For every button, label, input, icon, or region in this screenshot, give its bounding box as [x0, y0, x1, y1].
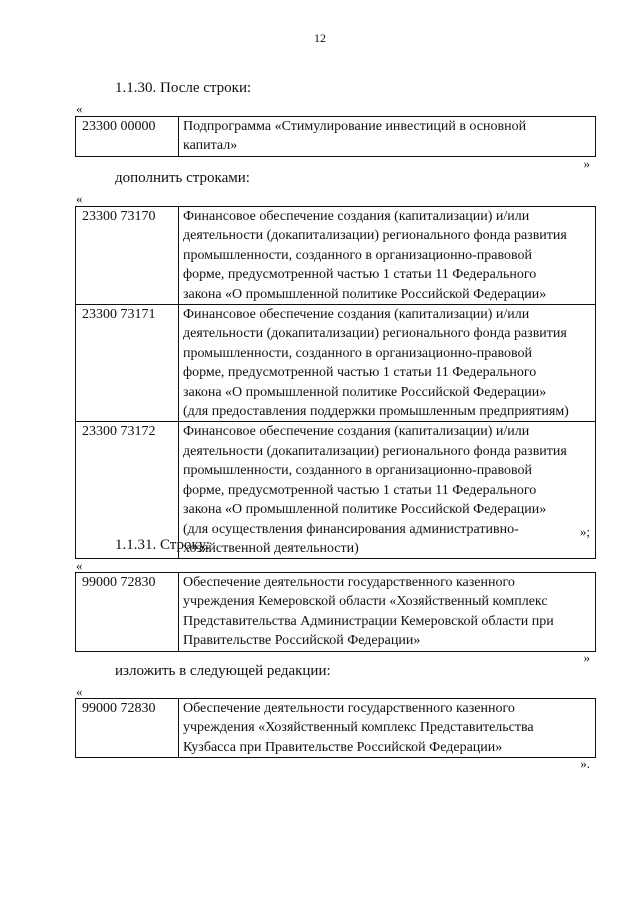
code-table: [75, 206, 596, 559]
description-line: Обеспечение деятельности государственного казенного: [183, 701, 515, 716]
open-quote: «: [76, 101, 83, 116]
row-description: [179, 422, 596, 559]
description-line: промышленности, созданного в организационно-правовой: [183, 345, 532, 361]
table-row: [76, 305, 596, 422]
description-line: форме, предусмотренной частью 1 статьи 11 Федерального: [183, 365, 537, 381]
description-line: промышленности, созданного в организационно-правовой: [183, 247, 532, 263]
row-code: 23300 00000: [76, 117, 179, 157]
table-row: [76, 117, 596, 157]
row-code: 99000 72830: [76, 699, 179, 758]
description-line: хозяйственной деятельности): [183, 540, 359, 556]
description-line: деятельности (докапитализации) регионального фонда развития: [183, 228, 567, 244]
description-line: закона «О промышленной политике Российской Федерации»: [183, 502, 547, 518]
description-line: (для осуществления финансирования административно-: [183, 521, 519, 537]
description-line: Финансовое обеспечение создания (капитализации) и/или: [183, 424, 530, 440]
section-heading: дополнить строками:: [115, 170, 250, 186]
description-line: Обеспечение деятельности государственного казенного: [183, 575, 515, 590]
section-heading: изложить в следующей редакции:: [115, 663, 331, 679]
code-table: [75, 572, 596, 652]
section-heading: 1.1.31. Строку:: [115, 537, 211, 553]
description-line: (для предоставления поддержки промышленным предприятиям): [183, 404, 569, 420]
description-line: Кузбасса при Правительстве Российской Федерации»: [183, 739, 503, 755]
description-line: Финансовое обеспечение создания (капитализации) и/или: [183, 307, 530, 323]
description-line: деятельности (докапитализации) регионального фонда развития: [183, 326, 567, 342]
row-description: [179, 699, 596, 758]
description-line: закона «О промышленной политике Российской Федерации»: [183, 286, 547, 302]
row-code: 23300 73171: [76, 305, 179, 422]
code-table: [75, 698, 596, 758]
code-table: [75, 116, 596, 157]
description-line: капитал»: [183, 138, 238, 154]
table-row: [76, 207, 596, 305]
row-description: [179, 305, 596, 422]
description-line: учреждения «Хозяйственный комплекс Представительства: [183, 720, 534, 736]
open-quote: «: [76, 558, 83, 573]
description-line: закона «О промышленной политике Российской Федерации»: [183, 384, 547, 400]
open-quote: «: [76, 191, 83, 206]
table-row: [76, 573, 596, 652]
table-row: [76, 699, 596, 758]
page-number: 12: [314, 31, 326, 45]
description-line: Представительства Администрации Кемеровской области при: [183, 613, 554, 629]
row-code: 23300 73170: [76, 207, 179, 305]
row-description: [179, 117, 596, 157]
description-line: форме, предусмотренной частью 1 статьи 11 Федерального: [183, 482, 537, 498]
section-heading: 1.1.30. После строки:: [115, 80, 252, 96]
row-description: [179, 573, 596, 652]
row-code: 99000 72830: [76, 573, 179, 652]
description-line: Финансовое обеспечение создания (капитализации) и/или: [183, 209, 530, 224]
description-line: форме, предусмотренной частью 1 статьи 11 Федерального: [183, 267, 537, 283]
description-line: Правительстве Российской Федерации»: [183, 633, 421, 649]
open-quote: «: [76, 684, 83, 699]
close-quote: ».: [580, 756, 590, 771]
description-line: деятельности (докапитализации) регионального фонда развития: [183, 443, 567, 459]
close-quote: »;: [579, 524, 590, 539]
close-quote: »: [583, 650, 590, 665]
close-quote: »: [583, 156, 590, 171]
description-line: учреждения Кемеровской области «Хозяйственный комплекс: [183, 594, 548, 610]
description-line: промышленности, созданного в организационно-правовой: [183, 463, 532, 479]
description-line: Подпрограмма «Стимулирование инвестиций в основной: [183, 119, 527, 134]
row-code: 23300 73172: [76, 422, 179, 559]
row-description: [179, 207, 596, 305]
